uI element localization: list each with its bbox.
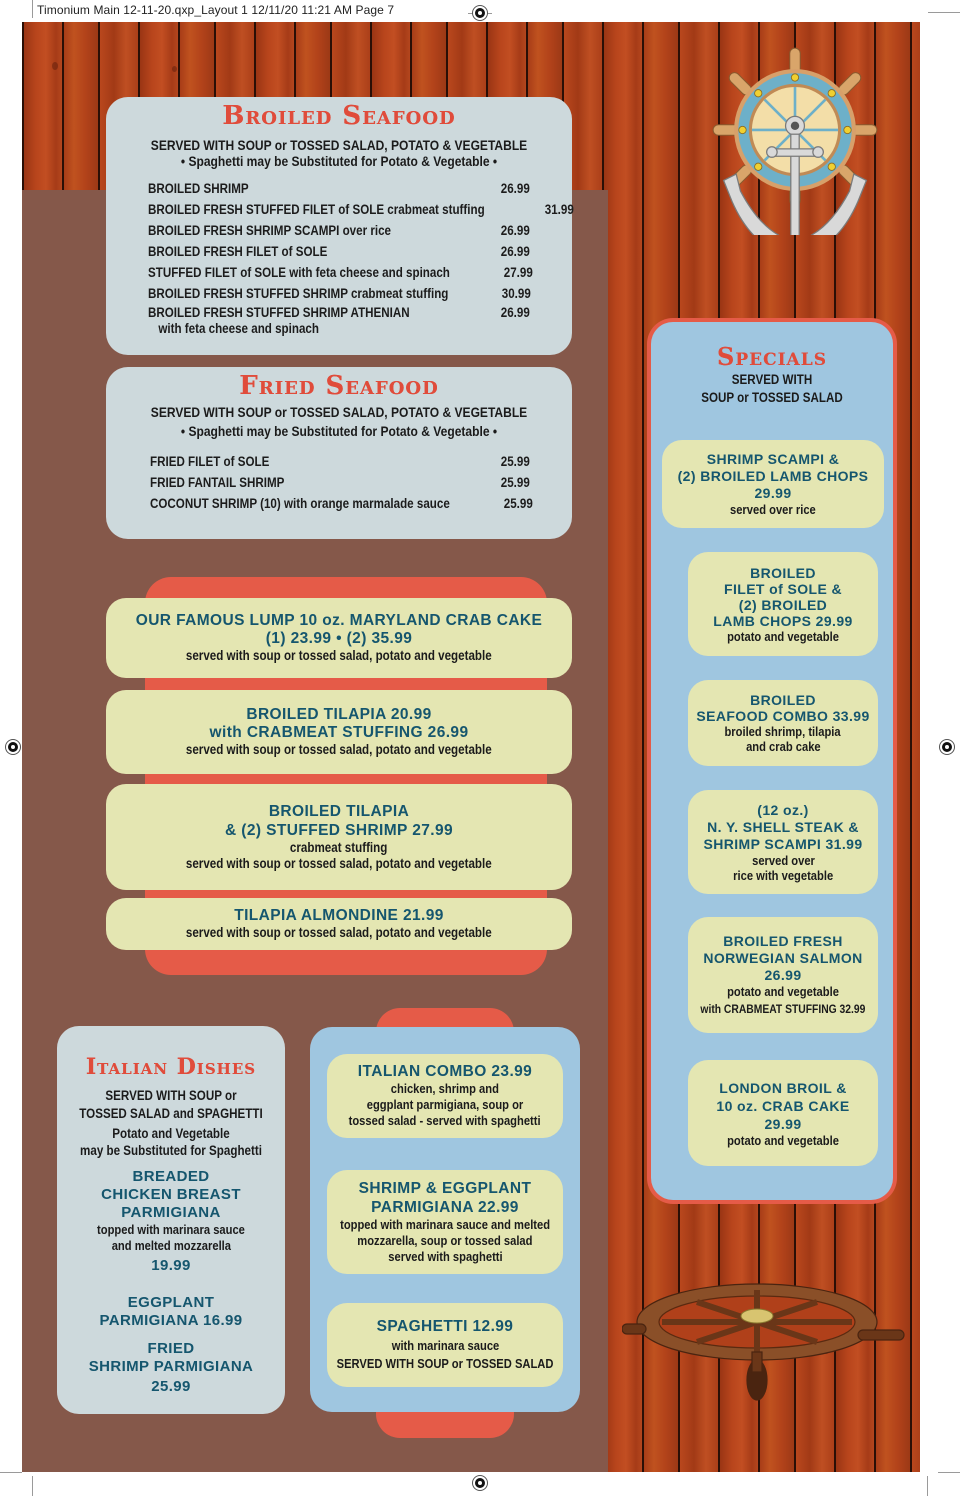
item-title: LONDON BROIL & bbox=[719, 1079, 847, 1096]
item-title: FRIED bbox=[147, 1340, 195, 1357]
item-description: and crab cake bbox=[745, 739, 821, 754]
item-title: BROILED FRESH bbox=[723, 932, 843, 949]
item-name: BROILED FRESH STUFFED SHRIMP crabmeat stuffing bbox=[148, 286, 449, 301]
item-price: 26.99 bbox=[500, 181, 530, 196]
item-title: BROILED TILAPIA bbox=[268, 803, 410, 820]
menu-item bbox=[148, 262, 533, 283]
item-price: 25.99 bbox=[500, 454, 530, 469]
menu-page bbox=[22, 22, 920, 1472]
item-price: (1) 23.99 • (2) 35.99 bbox=[265, 630, 413, 647]
fried-seafood-title: Fried Seafood bbox=[239, 371, 439, 401]
item-description: served with spaghetti bbox=[387, 1249, 503, 1264]
print-slug: Timonium Main 12-11-20.qxp_Layout 1 12/11/20 11:21 AM Page 7 bbox=[37, 3, 395, 17]
item-title: FILET of SOLE & bbox=[724, 580, 842, 597]
served-with-note: SOUP or TOSSED SALAD bbox=[701, 390, 843, 405]
registration-mark-icon bbox=[473, 6, 487, 20]
item-name: BROILED SHRIMP bbox=[148, 181, 249, 196]
crab-cake-card bbox=[106, 598, 572, 678]
item-title: with CRABMEAT STUFFING 26.99 bbox=[209, 724, 469, 741]
item-price: 26.99 bbox=[500, 305, 530, 320]
item-description: served with soup or tossed salad, potato and vegetable bbox=[186, 856, 492, 871]
item-title: SHRIMP PARMIGIANA bbox=[88, 1358, 254, 1375]
wood-knot bbox=[52, 62, 58, 70]
item-description: potato and vegetable bbox=[727, 983, 839, 999]
item-title: SHRIMP & EGGPLANT bbox=[358, 1180, 532, 1197]
special-salmon-card bbox=[688, 917, 878, 1033]
item-subtext: with feta cheese and spinach bbox=[158, 321, 319, 336]
item-title: ITALIAN COMBO 23.99 bbox=[357, 1063, 533, 1080]
item-description: rice with vegetable bbox=[732, 867, 834, 883]
registration-mark-icon bbox=[473, 1476, 487, 1490]
special-scampi-lamb-card bbox=[662, 440, 884, 528]
item-title: NORWEGIAN SALMON bbox=[703, 949, 863, 966]
item-title: 10 oz. CRAB CAKE bbox=[716, 1097, 850, 1114]
served-with-note: SERVED WITH bbox=[731, 372, 813, 387]
item-description: SERVED WITH SOUP or TOSSED SALAD bbox=[336, 1355, 554, 1371]
tilapia-almondine-card bbox=[106, 898, 572, 950]
fried-seafood-card bbox=[106, 367, 572, 539]
italian-item-shrimp bbox=[57, 1340, 285, 1398]
item-title: SHRIMP SCAMPI & bbox=[706, 451, 840, 467]
served-with-note: SERVED WITH SOUP or TOSSED SALAD, POTATO & VEGETABLE bbox=[150, 404, 528, 420]
item-title: (2) BROILED bbox=[738, 596, 828, 613]
served-with-note: SERVED WITH SOUP or bbox=[105, 1088, 237, 1103]
item-title: LAMB CHOPS 29.99 bbox=[713, 612, 853, 629]
italian-dishes-title: Italian Dishes bbox=[85, 1054, 257, 1080]
menu-item bbox=[148, 304, 530, 321]
broiled-seafood-card bbox=[106, 97, 572, 355]
item-price: 31.99 bbox=[544, 202, 574, 217]
item-description: served over bbox=[751, 852, 815, 868]
shrimp-eggplant-card bbox=[327, 1170, 563, 1274]
item-title: TILAPIA ALMONDINE 21.99 bbox=[234, 907, 444, 924]
item-name: COCONUT SHRIMP (10) with orange marmalade sauce bbox=[150, 496, 450, 511]
item-title: (2) BROILED LAMB CHOPS bbox=[677, 468, 869, 484]
tilapia-stuffed-shrimp-card bbox=[106, 784, 572, 890]
menu-item bbox=[148, 283, 530, 304]
italian-combo-card bbox=[327, 1054, 563, 1138]
registration-mark-icon bbox=[940, 740, 954, 754]
served-with-note: TOSSED SALAD and SPAGHETTI bbox=[79, 1106, 263, 1121]
item-title: PARMIGIANA bbox=[121, 1204, 221, 1221]
crop-mark bbox=[32, 0, 33, 18]
item-price: 25.99 bbox=[151, 1378, 191, 1395]
item-price: 29.99 bbox=[764, 1115, 802, 1132]
item-description: served over rice bbox=[730, 502, 816, 517]
item-description: served with soup or tossed salad, potato and vegetable bbox=[186, 742, 492, 757]
item-name: FRIED FILET of SOLE bbox=[150, 454, 270, 469]
item-name: FRIED FANTAIL SHRIMP bbox=[150, 475, 285, 490]
wood-knot bbox=[172, 66, 177, 72]
item-description: and melted mozzarella bbox=[111, 1238, 231, 1253]
item-title: OUR FAMOUS LUMP 10 oz. MARYLAND CRAB CAKE bbox=[135, 612, 543, 629]
menu-item bbox=[148, 241, 530, 262]
menu-item bbox=[150, 493, 533, 514]
special-london-broil-card bbox=[688, 1060, 878, 1166]
item-title: SPAGHETTI 12.99 bbox=[376, 1317, 514, 1335]
fried-seafood-list bbox=[150, 451, 533, 514]
ship-wheel-anchor-icon bbox=[690, 25, 900, 235]
item-title: BROILED bbox=[750, 564, 816, 581]
special-sole-lamb-card bbox=[688, 552, 878, 656]
italian-item-eggplant bbox=[57, 1294, 285, 1330]
item-description: served with soup or tossed salad, potato and vegetable bbox=[186, 648, 492, 663]
item-title: & (2) STUFFED SHRIMP 27.99 bbox=[224, 822, 454, 839]
item-name: BROILED FRESH SHRIMP SCAMPI over rice bbox=[148, 223, 392, 238]
item-title: (12 oz.) bbox=[757, 801, 809, 818]
item-description: mozzarella, soup or tossed salad bbox=[357, 1233, 533, 1248]
registration-mark-icon bbox=[6, 740, 20, 754]
served-with-note: SERVED WITH SOUP or TOSSED SALAD, POTATO & VEGETABLE bbox=[150, 137, 528, 153]
item-price: 26.99 bbox=[500, 244, 530, 259]
item-name: STUFFED FILET of SOLE with feta cheese and spinach bbox=[148, 265, 450, 280]
item-description: topped with marinara sauce bbox=[97, 1222, 245, 1237]
crop-mark bbox=[928, 12, 960, 13]
item-price: 29.99 bbox=[754, 485, 792, 501]
item-description: broiled shrimp, tilapia bbox=[724, 724, 842, 739]
item-description: potato and vegetable bbox=[727, 1132, 839, 1148]
item-price: 27.99 bbox=[503, 265, 533, 280]
item-title: EGGPLANT bbox=[127, 1294, 215, 1311]
item-name: BROILED FRESH FILET of SOLE bbox=[148, 244, 328, 259]
broiled-seafood-list bbox=[148, 178, 574, 337]
item-price: 19.99 bbox=[151, 1257, 191, 1274]
italian-item-chicken bbox=[57, 1168, 285, 1278]
special-steak-scampi-card bbox=[688, 790, 878, 894]
specials-title: Specials bbox=[717, 342, 827, 371]
item-price: 26.99 bbox=[764, 966, 802, 983]
item-title: BROILED TILAPIA 20.99 bbox=[246, 706, 432, 723]
crop-mark bbox=[927, 1476, 928, 1496]
item-title: PARMIGIANA 22.99 bbox=[371, 1199, 519, 1216]
item-title: CHICKEN BREAST bbox=[101, 1186, 241, 1203]
item-title: N. Y. SHELL STEAK & bbox=[707, 818, 859, 835]
menu-item bbox=[148, 178, 530, 199]
item-description: topped with marinara sauce and melted bbox=[340, 1217, 551, 1232]
substitution-note: • Spaghetti may be Substituted for Potato & Vegetable • bbox=[180, 153, 498, 169]
item-title: PARMIGIANA 16.99 bbox=[99, 1312, 243, 1329]
item-description: served with soup or tossed salad, potato and vegetable bbox=[186, 925, 492, 940]
broiled-seafood-title: Broiled Seafood bbox=[222, 101, 456, 131]
broiled-tilapia-card bbox=[106, 690, 572, 774]
item-description: crabmeat stuffing bbox=[290, 840, 388, 855]
item-price: 26.99 bbox=[500, 223, 530, 238]
item-title: BROILED bbox=[750, 692, 816, 708]
item-description: with marinara sauce bbox=[391, 1337, 499, 1353]
item-title: SEAFOOD COMBO 33.99 bbox=[696, 708, 870, 724]
menu-item bbox=[148, 220, 530, 241]
spaghetti-card bbox=[327, 1303, 563, 1387]
item-name: BROILED FRESH STUFFED SHRIMP ATHENIAN bbox=[148, 305, 410, 320]
item-price: 25.99 bbox=[500, 475, 530, 490]
substitution-note: • Spaghetti may be Substituted for Potato & Vegetable • bbox=[180, 423, 498, 439]
crop-mark bbox=[0, 1472, 22, 1473]
item-description: potato and vegetable bbox=[727, 628, 839, 644]
item-price: 30.99 bbox=[502, 286, 532, 301]
item-description: eggplant parmigiana, soup or bbox=[366, 1097, 524, 1112]
italian-dishes-card bbox=[57, 1026, 285, 1414]
item-description: with CRABMEAT STUFFING 32.99 bbox=[700, 1001, 866, 1016]
item-price: 25.99 bbox=[503, 496, 533, 511]
wooden-ship-wheel-icon bbox=[622, 1272, 920, 1412]
substitution-note: Potato and Vegetable bbox=[112, 1126, 230, 1141]
crop-mark bbox=[32, 1476, 33, 1496]
item-title: SHRIMP SCAMPI 31.99 bbox=[703, 835, 863, 852]
menu-item bbox=[150, 451, 530, 472]
menu-item bbox=[150, 472, 530, 493]
item-title: BREADED bbox=[132, 1168, 210, 1185]
item-name: BROILED FRESH STUFFED FILET of SOLE crabmeat stuffing bbox=[148, 202, 485, 217]
item-description: chicken, shrimp and bbox=[390, 1081, 500, 1096]
item-description: tossed salad - served with spaghetti bbox=[349, 1113, 541, 1128]
menu-item bbox=[148, 199, 574, 220]
special-seafood-combo-card bbox=[688, 680, 878, 766]
substitution-note: may be Substituted for Spaghetti bbox=[80, 1143, 262, 1158]
crop-mark bbox=[938, 1472, 960, 1473]
